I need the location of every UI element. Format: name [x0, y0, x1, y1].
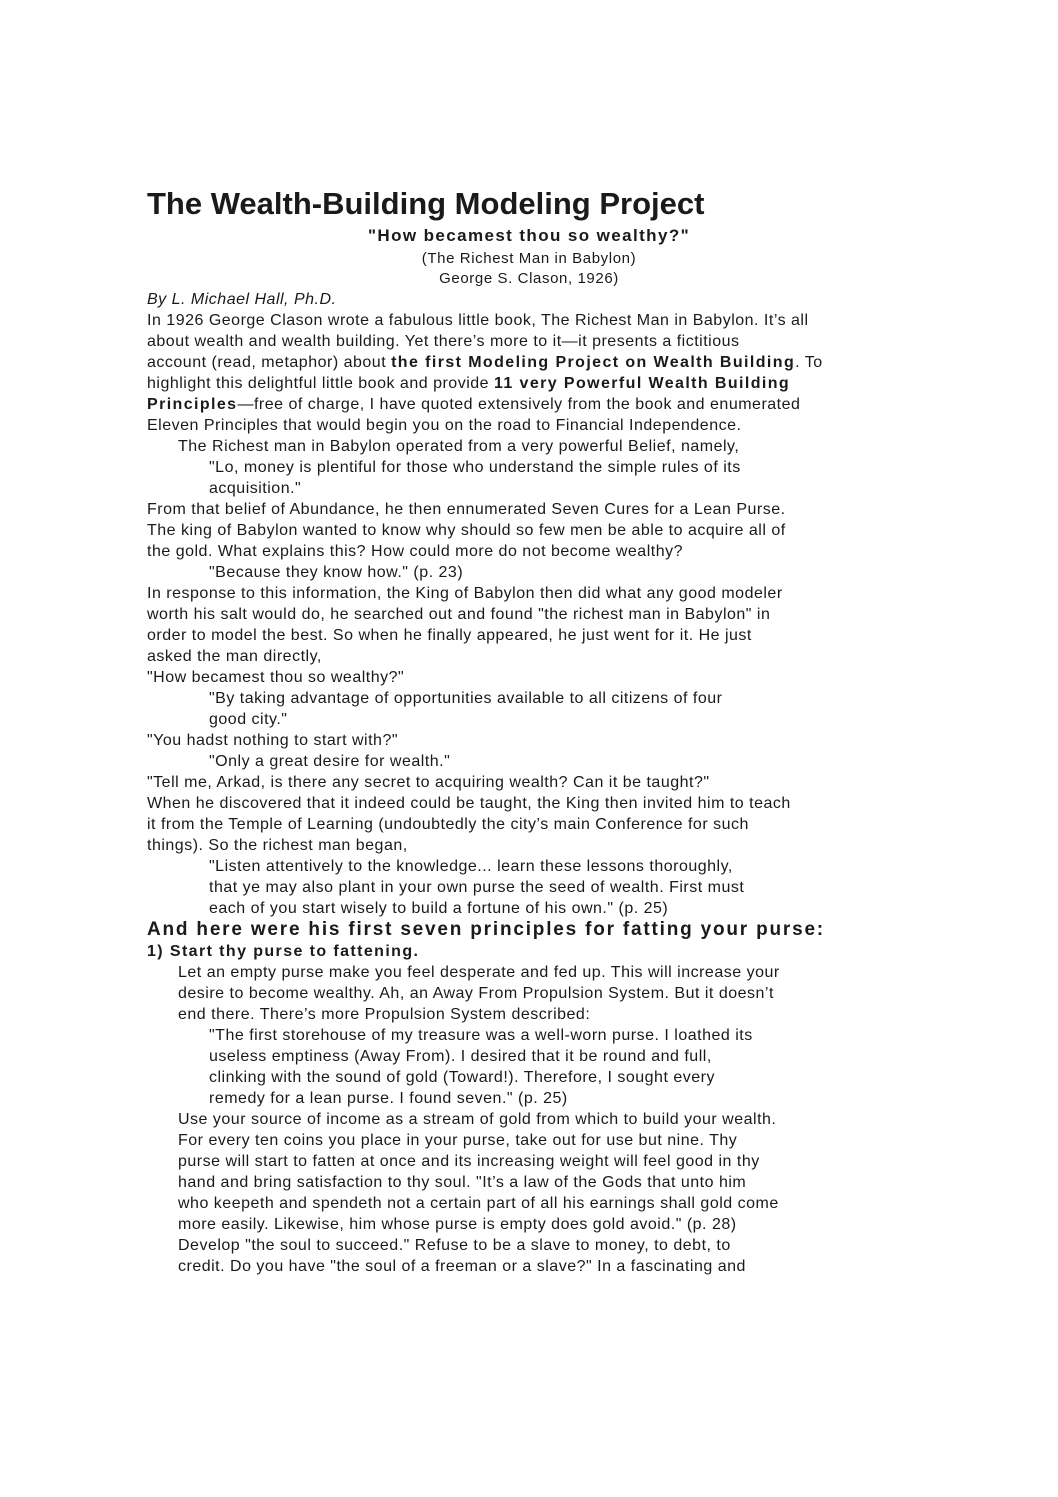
principle-heading: 1) Start thy purse to fattening.: [147, 943, 420, 960]
paragraph-line: who keepeth and spendeth not a certain part of all his earnings shall gold come: [178, 1195, 779, 1212]
quote-line: each of you start wisely to build a fortune of his own." (p. 25): [209, 900, 669, 917]
book-author-citation: George S. Clason, 1926): [439, 270, 619, 287]
paragraph-line: end there. There’s more Propulsion System described:: [178, 1006, 591, 1023]
paragraph-line: credit. Do you have "the soul of a freeman or a slave?" In a fascinating and: [178, 1258, 746, 1275]
paragraph-line: desire to become wealthy. Ah, an Away From Propulsion System. But it doesn’t: [178, 985, 774, 1002]
quote-line: "Listen attentively to the knowledge... learn these lessons thoroughly,: [209, 858, 733, 875]
quote-line: clinking with the sound of gold (Toward!). Therefore, I sought every: [209, 1069, 715, 1086]
paragraph-line: the gold. What explains this? How could more do not become wealthy?: [147, 543, 683, 560]
paragraph-line: From that belief of Abundance, he then ennumerated Seven Cures for a Lean Purse.: [147, 501, 786, 518]
dialogue-line: "You hadst nothing to start with?": [147, 732, 399, 749]
document-subtitle: "How becamest thou so wealthy?": [367, 226, 691, 245]
paragraph-line: more easily. Likewise, him whose purse is empty does gold avoid." (p. 28): [178, 1216, 737, 1233]
quote-line: remedy for a lean purse. I found seven." (p. 25): [209, 1090, 568, 1107]
paragraph-line: things). So the richest man began,: [147, 837, 408, 854]
quote-line: "By taking advantage of opportunities available to all citizens of four: [209, 690, 723, 707]
text-run: —free of charge, I have quoted extensively from the book and enumerated: [237, 396, 801, 413]
paragraph-line: The king of Babylon wanted to know why should so few men be able to acquire all of: [147, 522, 786, 539]
paragraph-line: about wealth and wealth building. Yet there’s more to it—it presents a fictitious: [147, 333, 740, 350]
quote-line: "The first storehouse of my treasure was a well-worn purse. I loathed its: [209, 1027, 753, 1044]
quote-line: acquisition.": [209, 480, 302, 497]
paragraph-line: [147, 394, 1017, 415]
paragraph-line: order to model the best. So when he finally appeared, he just went for it. He just: [147, 627, 752, 644]
dialogue-line: "Tell me, Arkad, is there any secret to acquiring wealth? Can it be taught?": [147, 774, 710, 791]
section-heading: And here were his first seven principles for fatting your purse:: [147, 919, 825, 940]
quote-line: "Lo, money is plentiful for those who understand the simple rules of its: [209, 459, 741, 476]
paragraph-line: worth his salt would do, he searched out and found "the richest man in Babylon" in: [147, 606, 771, 623]
bold-text: the first Modeling Project on Wealth Building: [391, 354, 796, 371]
paragraph-line: asked the man directly,: [147, 648, 322, 665]
paragraph-line: In 1926 George Clason wrote a fabulous little book, The Richest Man in Babylon. It’s all: [147, 312, 809, 329]
text-run: . To: [795, 354, 823, 371]
paragraph-line: purse will start to fatten at once and its increasing weight will feel good in thy: [178, 1153, 760, 1170]
paragraph-line: Let an empty purse make you feel desperate and fed up. This will increase your: [178, 964, 780, 981]
text-run: account (read, metaphor) about: [147, 354, 392, 371]
quote-line: "Only a great desire for wealth.": [209, 753, 451, 770]
quote-line: "Because they know how." (p. 23): [209, 564, 464, 581]
quote-line: useless emptiness (Away From). I desired that it be round and full,: [209, 1048, 712, 1065]
dialogue-line: "How becamest thou so wealthy?": [147, 669, 405, 686]
paragraph-line: When he discovered that it indeed could be taught, the King then invited him to teach: [147, 795, 791, 812]
paragraph-line: The Richest man in Babylon operated from a very powerful Belief, namely,: [178, 438, 740, 455]
document-title: The Wealth-Building Modeling Project: [147, 186, 705, 221]
author-byline: By L. Michael Hall, Ph.D.: [147, 291, 337, 308]
text-run: highlight this delightful little book and provide: [147, 375, 494, 392]
paragraph-line: [147, 373, 1017, 394]
quote-line: that ye may also plant in your own purse the seed of wealth. First must: [209, 879, 745, 896]
paragraph-line: Use your source of income as a stream of gold from which to build your wealth.: [178, 1111, 777, 1128]
paragraph-line: Eleven Principles that would begin you on the road to Financial Independence.: [147, 417, 742, 434]
paragraph-line: [147, 352, 1017, 373]
paragraph-line: For every ten coins you place in your purse, take out for use but nine. Thy: [178, 1132, 738, 1149]
quote-line: good city.": [209, 711, 288, 728]
bold-text: Principles: [147, 396, 238, 413]
paragraph-line: Develop "the soul to succeed." Refuse to be a slave to money, to debt, to: [178, 1237, 731, 1254]
paragraph-line: In response to this information, the King of Babylon then did what any good modeler: [147, 585, 783, 602]
book-title-citation: (The Richest Man in Babylon): [421, 250, 637, 267]
document-body: [147, 289, 1017, 1277]
bold-text: 11 very Powerful Wealth Building: [493, 375, 791, 392]
paragraph-line: hand and bring satisfaction to thy soul. "It’s a law of the Gods that unto him: [178, 1174, 747, 1191]
paragraph-line: it from the Temple of Learning (undoubtedly the city’s main Conference for such: [147, 816, 749, 833]
